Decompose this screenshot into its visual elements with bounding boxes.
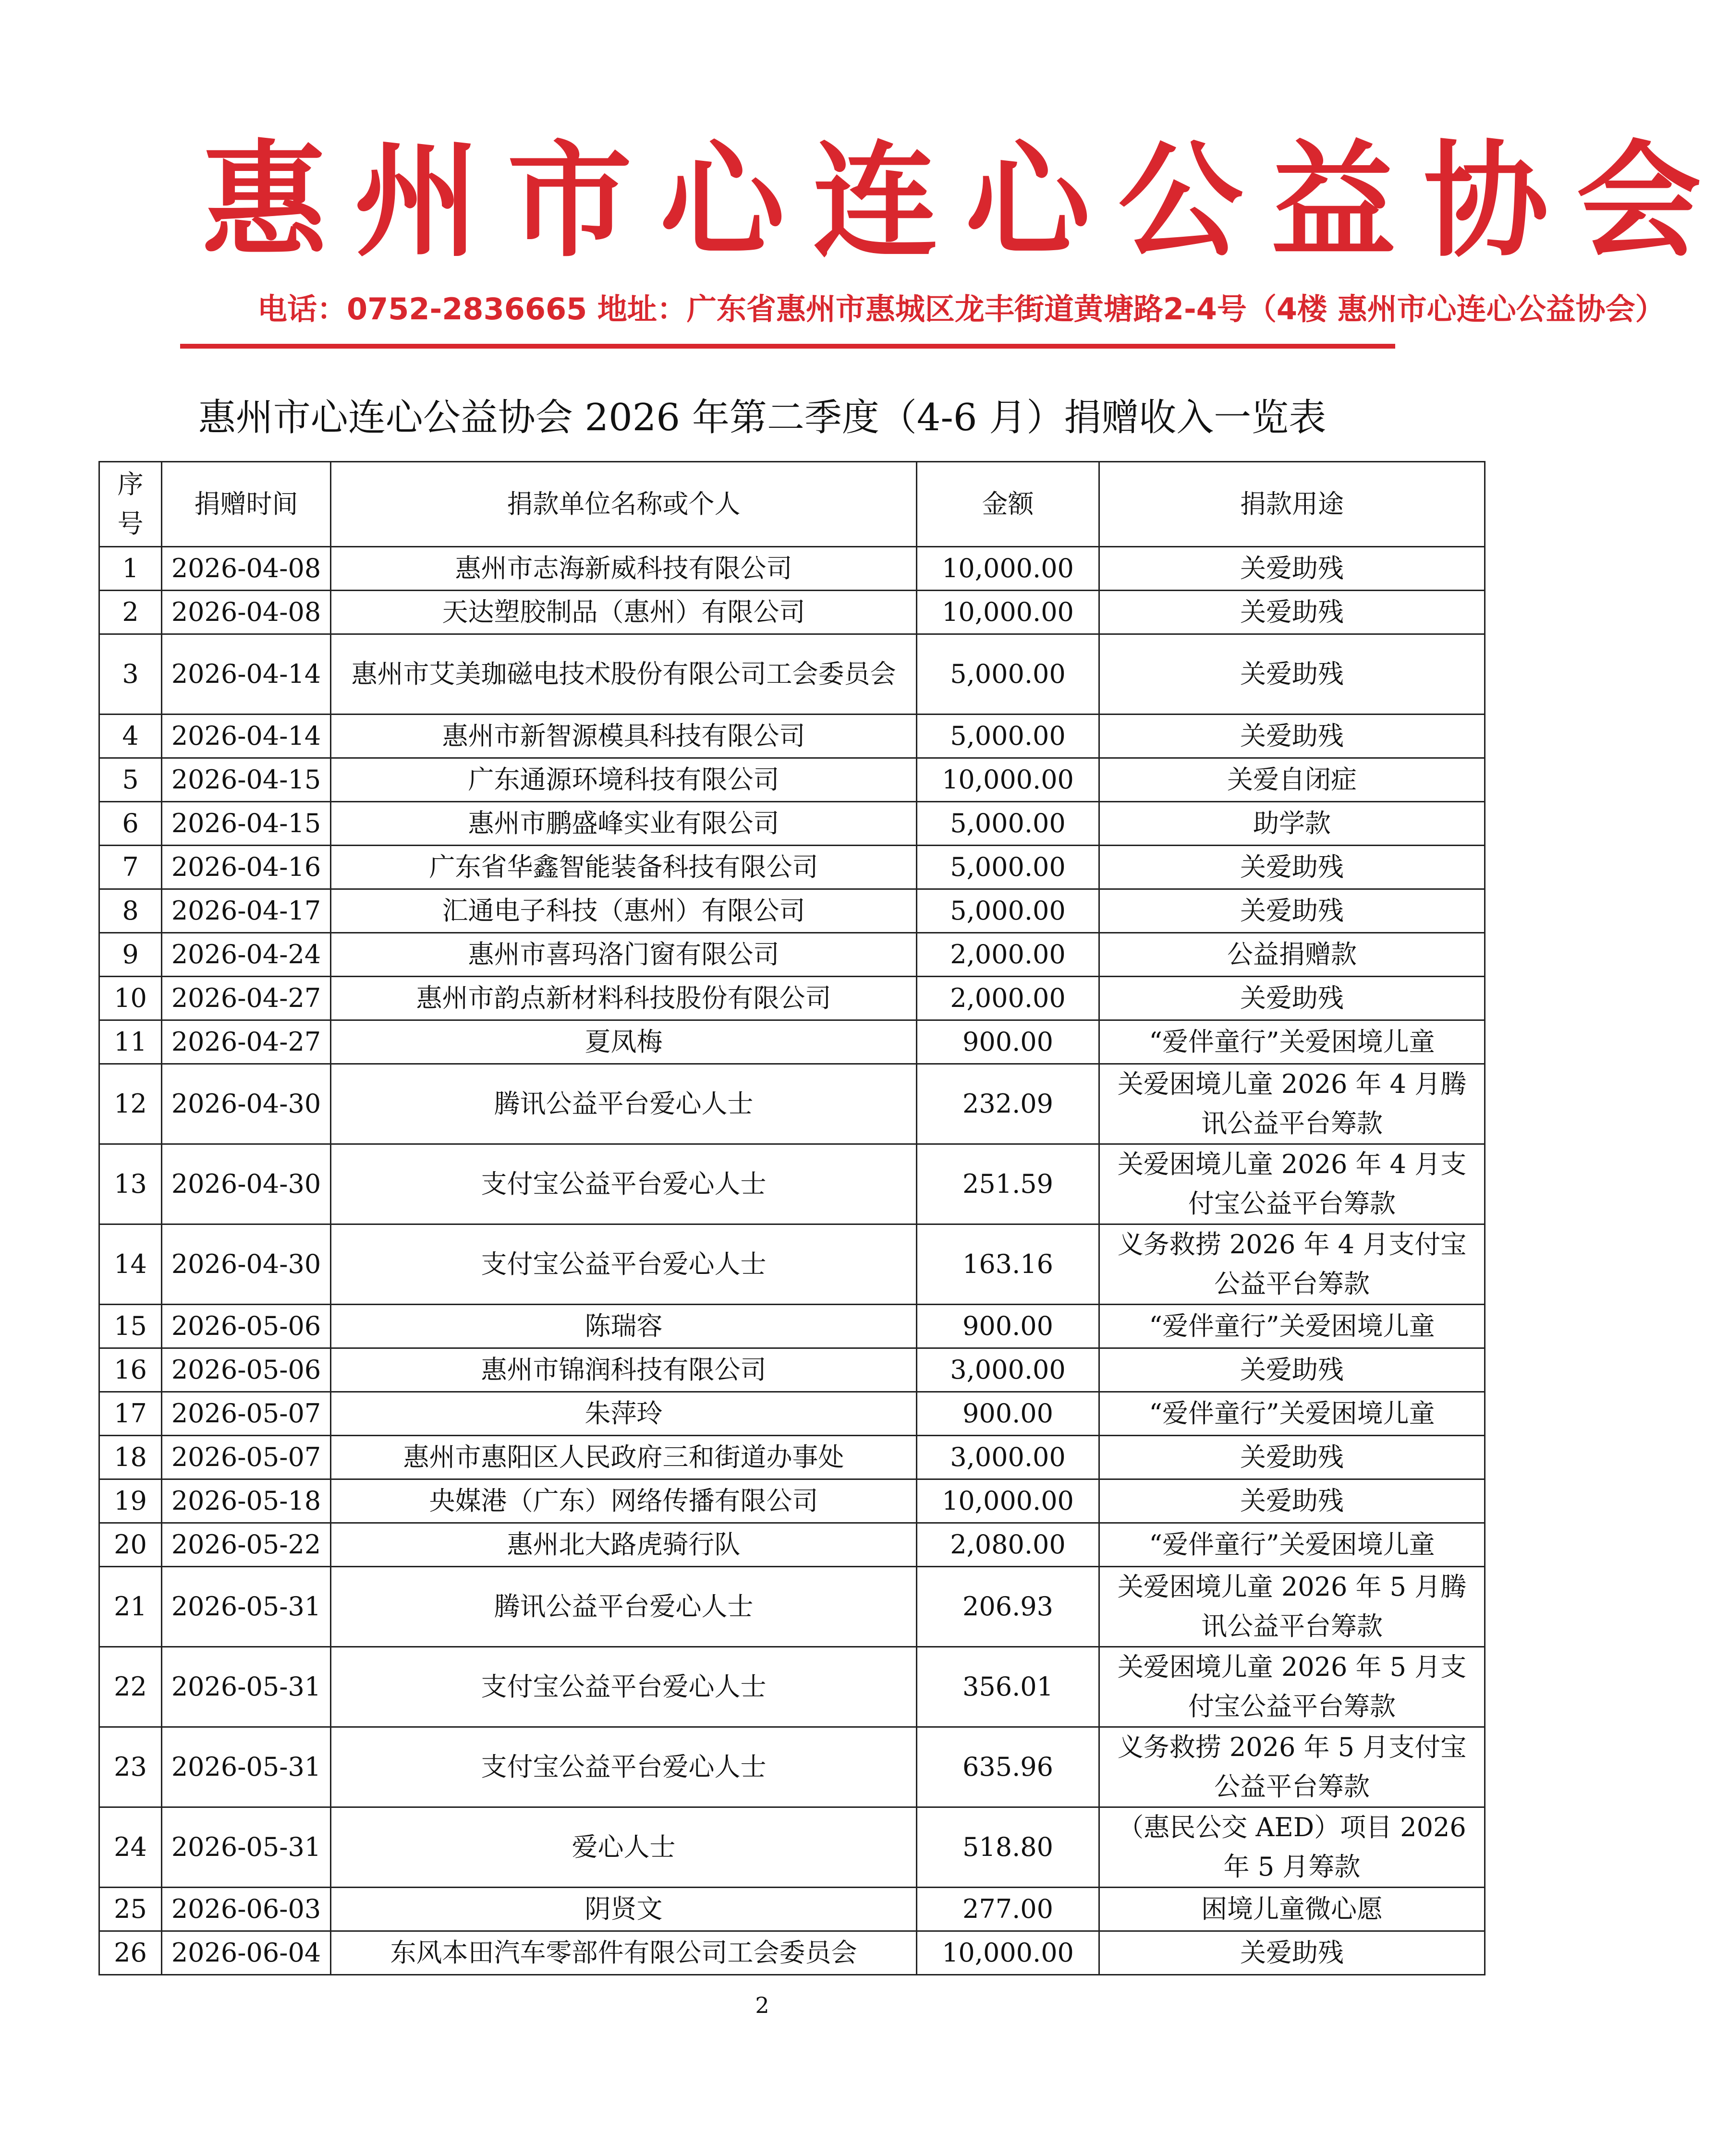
cell-date: 2026-04-16	[162, 846, 331, 889]
table-row	[99, 1888, 1485, 1931]
table-row	[99, 591, 1485, 634]
cell-index: 9	[99, 933, 162, 977]
cell-donor: 汇通电子科技（惠州）有限公司	[331, 889, 917, 933]
cell-amount: 356.01	[917, 1647, 1099, 1727]
table-row	[99, 1348, 1485, 1392]
cell-amount: 277.00	[917, 1888, 1099, 1931]
cell-index: 16	[99, 1348, 162, 1392]
cell-index: 15	[99, 1305, 162, 1348]
table-row	[99, 1567, 1485, 1647]
cell-index: 24	[99, 1807, 162, 1888]
cell-index: 18	[99, 1436, 162, 1479]
table-row	[99, 933, 1485, 977]
cell-purpose: 公益捐赠款	[1099, 933, 1485, 977]
table-row	[99, 1020, 1485, 1064]
cell-purpose: “爱伴童行”关爱困境儿童	[1099, 1305, 1485, 1348]
cell-amount: 5,000.00	[917, 802, 1099, 846]
cell-date: 2026-04-30	[162, 1144, 331, 1224]
cell-date: 2026-06-03	[162, 1888, 331, 1931]
cell-index: 6	[99, 802, 162, 846]
cell-date: 2026-05-31	[162, 1567, 331, 1647]
cell-amount: 163.16	[917, 1224, 1099, 1305]
cell-amount: 900.00	[917, 1305, 1099, 1348]
cell-purpose: 义务救捞 2026 年 4 月支付宝公益平台筹款	[1099, 1224, 1485, 1305]
table-row	[99, 1647, 1485, 1727]
cell-index: 19	[99, 1479, 162, 1523]
table-row	[99, 634, 1485, 715]
cell-date: 2026-04-30	[162, 1224, 331, 1305]
cell-donor: 朱萍玲	[331, 1392, 917, 1436]
cell-donor: 腾讯公益平台爱心人士	[331, 1567, 917, 1647]
cell-donor: 爱心人士	[331, 1807, 917, 1888]
cell-index: 7	[99, 846, 162, 889]
cell-amount: 10,000.00	[917, 547, 1099, 591]
cell-index: 1	[99, 547, 162, 591]
cell-donor: 惠州市艾美珈磁电技术股份有限公司工会委员会	[331, 634, 917, 715]
cell-donor: 惠州市惠阳区人民政府三和街道办事处	[331, 1436, 917, 1479]
cell-purpose: 关爱困境儿童 2026 年 4 月支付宝公益平台筹款	[1099, 1144, 1485, 1224]
cell-index: 8	[99, 889, 162, 933]
cell-purpose: 关爱助残	[1099, 591, 1485, 634]
cell-date: 2026-04-17	[162, 889, 331, 933]
cell-donor: 陈瑞容	[331, 1305, 917, 1348]
table-row	[99, 1479, 1485, 1523]
cell-amount: 518.80	[917, 1807, 1099, 1888]
table-row	[99, 715, 1485, 758]
cell-donor: 央媒港（广东）网络传播有限公司	[331, 1479, 917, 1523]
cell-donor: 广东通源环境科技有限公司	[331, 758, 917, 802]
cell-purpose: 助学款	[1099, 802, 1485, 846]
cell-amount: 2,080.00	[917, 1523, 1099, 1567]
cell-amount: 251.59	[917, 1144, 1099, 1224]
cell-date: 2026-04-14	[162, 634, 331, 715]
table-row	[99, 802, 1485, 846]
cell-index: 3	[99, 634, 162, 715]
cell-purpose: 关爱困境儿童 2026 年 4 月腾讯公益平台筹款	[1099, 1064, 1485, 1144]
table-row	[99, 1224, 1485, 1305]
cell-donor: 惠州市韵点新材料科技股份有限公司	[331, 977, 917, 1020]
cell-amount: 232.09	[917, 1064, 1099, 1144]
cell-donor: 惠州市鹏盛峰实业有限公司	[331, 802, 917, 846]
cell-index: 17	[99, 1392, 162, 1436]
letterhead-contact-line: 电话：0752-2836665 地址：广东省惠州市惠城区龙丰街道黄塘路2-4号（4楼 惠州市心连心公益协会）	[257, 291, 1665, 327]
cell-donor: 惠州市锦润科技有限公司	[331, 1348, 917, 1392]
cell-amount: 635.96	[917, 1727, 1099, 1807]
table-row	[99, 1807, 1485, 1888]
cell-purpose: 关爱助残	[1099, 1348, 1485, 1392]
cell-date: 2026-06-04	[162, 1931, 331, 1975]
cell-purpose: 关爱助残	[1099, 1931, 1485, 1975]
letterhead-divider	[180, 344, 1395, 349]
cell-amount: 5,000.00	[917, 715, 1099, 758]
table-row	[99, 977, 1485, 1020]
cell-donor: 惠州市喜玛洛门窗有限公司	[331, 933, 917, 977]
table-row	[99, 1436, 1485, 1479]
header-donor: 捐款单位名称或个人	[331, 462, 917, 547]
table-row	[99, 1305, 1485, 1348]
table-row	[99, 1523, 1485, 1567]
cell-donor: 支付宝公益平台爱心人士	[331, 1647, 917, 1727]
cell-date: 2026-05-31	[162, 1647, 331, 1727]
cell-date: 2026-05-18	[162, 1479, 331, 1523]
cell-date: 2026-05-06	[162, 1348, 331, 1392]
header-index: 序号	[99, 462, 162, 547]
donation-table	[98, 461, 1485, 1975]
cell-purpose: “爱伴童行”关爱困境儿童	[1099, 1392, 1485, 1436]
cell-donor: 惠州市志海新威科技有限公司	[331, 547, 917, 591]
cell-date: 2026-04-08	[162, 547, 331, 591]
cell-index: 2	[99, 591, 162, 634]
cell-index: 21	[99, 1567, 162, 1647]
cell-amount: 3,000.00	[917, 1348, 1099, 1392]
cell-purpose: 关爱助残	[1099, 1479, 1485, 1523]
cell-donor: 惠州北大路虎骑行队	[331, 1523, 917, 1567]
cell-index: 13	[99, 1144, 162, 1224]
cell-index: 12	[99, 1064, 162, 1144]
cell-date: 2026-04-30	[162, 1064, 331, 1144]
header-date: 捐赠时间	[162, 462, 331, 547]
cell-date: 2026-04-14	[162, 715, 331, 758]
cell-date: 2026-04-27	[162, 977, 331, 1020]
cell-index: 4	[99, 715, 162, 758]
cell-date: 2026-05-31	[162, 1727, 331, 1807]
cell-purpose: 关爱助残	[1099, 547, 1485, 591]
table-row	[99, 1144, 1485, 1224]
cell-index: 10	[99, 977, 162, 1020]
cell-date: 2026-04-24	[162, 933, 331, 977]
cell-purpose: 关爱困境儿童 2026 年 5 月支付宝公益平台筹款	[1099, 1647, 1485, 1727]
cell-purpose: “爱伴童行”关爱困境儿童	[1099, 1020, 1485, 1064]
cell-index: 20	[99, 1523, 162, 1567]
table-row	[99, 758, 1485, 802]
cell-donor: 支付宝公益平台爱心人士	[331, 1144, 917, 1224]
cell-date: 2026-04-08	[162, 591, 331, 634]
cell-purpose: 关爱困境儿童 2026 年 5 月腾讯公益平台筹款	[1099, 1567, 1485, 1647]
cell-amount: 5,000.00	[917, 846, 1099, 889]
cell-donor: 广东省华鑫智能装备科技有限公司	[331, 846, 917, 889]
cell-amount: 5,000.00	[917, 889, 1099, 933]
table-row	[99, 889, 1485, 933]
cell-index: 14	[99, 1224, 162, 1305]
cell-donor: 惠州市新智源模具科技有限公司	[331, 715, 917, 758]
cell-purpose: 关爱自闭症	[1099, 758, 1485, 802]
cell-amount: 10,000.00	[917, 758, 1099, 802]
cell-purpose: 关爱助残	[1099, 846, 1485, 889]
cell-amount: 206.93	[917, 1567, 1099, 1647]
document-title: 惠州市心连心公益协会 2026 年第二季度（4-6 月）捐赠收入一览表	[198, 396, 1327, 439]
cell-index: 25	[99, 1888, 162, 1931]
cell-donor: 支付宝公益平台爱心人士	[331, 1224, 917, 1305]
cell-amount: 10,000.00	[917, 1479, 1099, 1523]
page-number: 2	[755, 1992, 769, 2018]
cell-purpose: 义务救捞 2026 年 5 月支付宝公益平台筹款	[1099, 1727, 1485, 1807]
letterhead-org-name: 惠州市心连心公益协会	[202, 129, 1729, 274]
table-header-row	[99, 462, 1485, 547]
cell-index: 26	[99, 1931, 162, 1975]
cell-date: 2026-04-15	[162, 802, 331, 846]
cell-date: 2026-05-07	[162, 1436, 331, 1479]
table-row	[99, 1931, 1485, 1975]
cell-amount: 2,000.00	[917, 977, 1099, 1020]
table-row	[99, 1064, 1485, 1144]
cell-index: 11	[99, 1020, 162, 1064]
table-row	[99, 1727, 1485, 1807]
cell-amount: 10,000.00	[917, 1931, 1099, 1975]
cell-purpose: 关爱助残	[1099, 715, 1485, 758]
cell-index: 23	[99, 1727, 162, 1807]
cell-date: 2026-04-15	[162, 758, 331, 802]
header-amount: 金额	[917, 462, 1099, 547]
cell-date: 2026-04-27	[162, 1020, 331, 1064]
cell-purpose: 关爱助残	[1099, 977, 1485, 1020]
cell-donor: 支付宝公益平台爱心人士	[331, 1727, 917, 1807]
cell-donor: 阴贤文	[331, 1888, 917, 1931]
cell-purpose: “爱伴童行”关爱困境儿童	[1099, 1523, 1485, 1567]
cell-donor: 夏凤梅	[331, 1020, 917, 1064]
cell-donor: 天达塑胶制品（惠州）有限公司	[331, 591, 917, 634]
cell-date: 2026-05-31	[162, 1807, 331, 1888]
cell-amount: 10,000.00	[917, 591, 1099, 634]
cell-purpose: （惠民公交 AED）项目 2026 年 5 月筹款	[1099, 1807, 1485, 1888]
table-row	[99, 846, 1485, 889]
cell-index: 22	[99, 1647, 162, 1727]
cell-amount: 2,000.00	[917, 933, 1099, 977]
header-purpose: 捐款用途	[1099, 462, 1485, 547]
cell-purpose: 困境儿童微心愿	[1099, 1888, 1485, 1931]
table-row	[99, 547, 1485, 591]
cell-purpose: 关爱助残	[1099, 634, 1485, 715]
cell-purpose: 关爱助残	[1099, 1436, 1485, 1479]
cell-date: 2026-05-22	[162, 1523, 331, 1567]
cell-index: 5	[99, 758, 162, 802]
cell-amount: 900.00	[917, 1020, 1099, 1064]
cell-date: 2026-05-07	[162, 1392, 331, 1436]
cell-donor: 腾讯公益平台爱心人士	[331, 1064, 917, 1144]
cell-donor: 东风本田汽车零部件有限公司工会委员会	[331, 1931, 917, 1975]
table-row	[99, 1392, 1485, 1436]
cell-amount: 5,000.00	[917, 634, 1099, 715]
cell-amount: 3,000.00	[917, 1436, 1099, 1479]
cell-amount: 900.00	[917, 1392, 1099, 1436]
cell-date: 2026-05-06	[162, 1305, 331, 1348]
cell-purpose: 关爱助残	[1099, 889, 1485, 933]
